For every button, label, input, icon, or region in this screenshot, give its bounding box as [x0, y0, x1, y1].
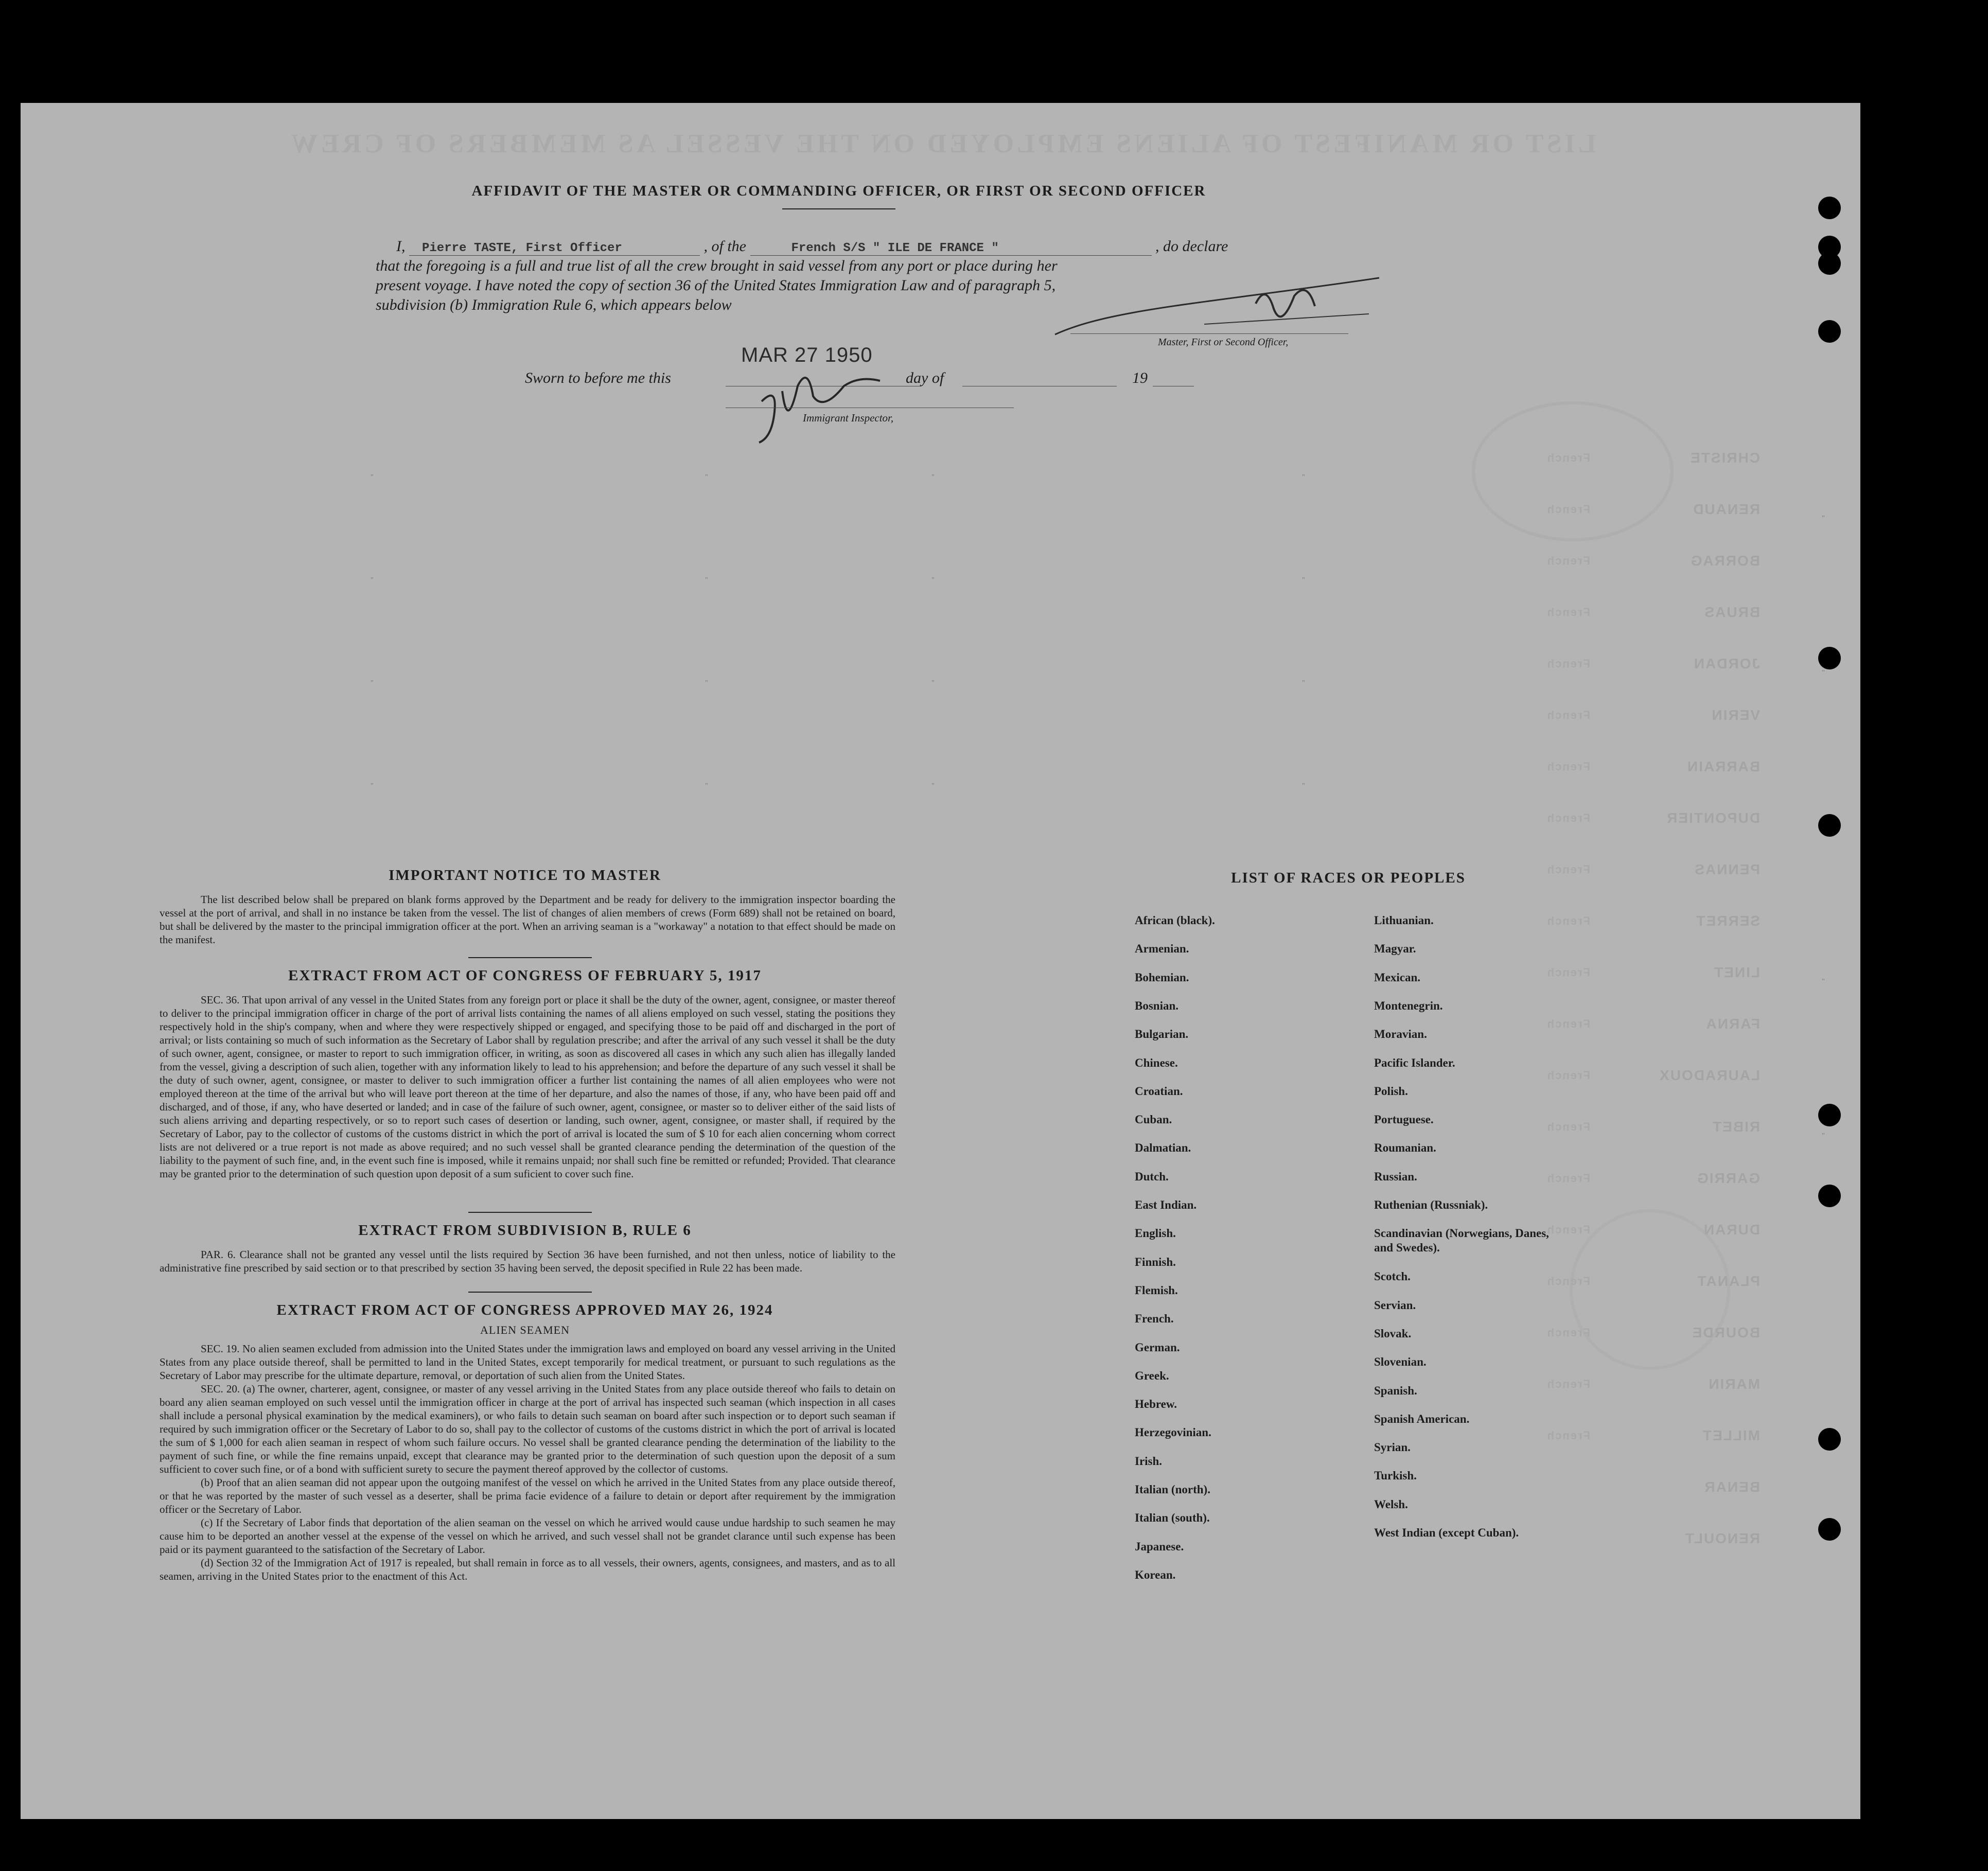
day-of-label: day of [906, 369, 944, 386]
signature-line [1070, 333, 1348, 334]
punch-hole [1818, 647, 1841, 669]
race-item: West Indian (except Cuban). [1374, 1526, 1519, 1539]
race-item: Scotch. [1374, 1270, 1411, 1283]
race-item: Bohemian. [1135, 970, 1189, 984]
race-item: Scandinavian (Norwegians, Danes, and Swedes). [1374, 1227, 1549, 1255]
race-item: Greek. [1135, 1369, 1169, 1382]
race-item: Moravian. [1374, 1028, 1427, 1041]
race-item: French. [1135, 1312, 1174, 1326]
extract-1924-body [160, 1342, 895, 1583]
bleed-through-seal [1472, 401, 1674, 541]
race-item: Bosnian. [1135, 999, 1179, 1012]
race-item: Servian. [1374, 1298, 1416, 1312]
race-item: Turkish. [1374, 1469, 1417, 1482]
race-item: Polish. [1374, 1084, 1408, 1098]
alien-seamen-subtitle: ALIEN SEAMEN [480, 1323, 570, 1336]
affidavit-line-4: subdivision (b) Immigration Rule 6, which appears below [376, 296, 732, 313]
race-item: German. [1135, 1340, 1180, 1354]
bleed-through-crew-names: CHRISTE RENAUD BORRAG BRUAS JORDAN VERIN BARRAIN DUPONTIER PENNAS SERRET LINET FARNA LAURADOUX RIBET GARRIG DURAN PLANAT BOURDE MARIN MILLET BENAR RENOULT [1659, 450, 1760, 1546]
punch-hole [1818, 1185, 1841, 1207]
notice-rule [468, 957, 592, 958]
rule-6-text: PAR. 6. Clearance shall not be granted any vessel until the lists required by Section 36 have been furnished, and not then unless, notice of liability to the administrative fine prescribed by said section or to that prescribed by section 35 having been served, the deposit specified in Rule 22 has been made. [160, 1248, 895, 1274]
extract-1917-text: SEC. 36. That upon arrival of any vessel in the United States from any foreign port or place it shall be the duty of the owner, agent, consignee, or master thereof to deliver to the principal immigration officer in charge of the port of arrival lists containing the names of all aliens employed on such vessel, stating the positions they respectively hold in the ship's company, when and where they were respectively shipped or engaged, and specifying those to be paid off and discharged in the port of arrival; or lists containing so much of such information as the Secretary of Labor shall by regulation prescribe; and after the arrival of any such vessel it shall be the duty of such owner, agent, consignee, or master to report to such immigration officer, in writing, as soon as discovered all cases in which any such alien has illegally landed from the vessel, giving a description of such alien, together with any information likely to lead to his apprehension; and before the departure of any such vessel it shall be the duty of such owner, agent, consignee, or master to deliver to such immigration officer a further list containing the names of all alien employees who were not employed thereon at the time of the arrival but who will leave port thereon at the time of her departure, and also the names of those, if any, who have been paid off and discharged, and of those, if any, who have deserted or landed; and in case of the failure of such owner, agent, consignee, or master so to deliver either of the said lists of such aliens arriving and departing respectively, or so to report such cases of desertion or landing, such owner, agent, consignee, or master shall, if required by the Secretary of Labor, pay to the collector of customs of the customs district in which the port of arrival is located the sum of $ 10 for each alien concerning whom correct lists are not delivered or a true report is not made as above required; and no such vessel shall be granted clearance pending the determination of the question of the liability to the payment of such fine, and, in the event such fine is imposed, while it remains unpaid; nor shall such fine be remitted or refunded; Provided. That clearance may be granted prior to the determination of such question upon deposit of a sum suficient to cover such fine. [160, 994, 895, 1180]
race-item: Flemish. [1135, 1283, 1178, 1297]
inspector-signature [751, 370, 916, 448]
race-item: English. [1135, 1227, 1176, 1240]
race-item: Lithuanian. [1374, 914, 1434, 927]
punch-hole [1818, 252, 1841, 275]
race-item: Italian (north). [1135, 1483, 1210, 1496]
rule-6-rule [468, 1292, 592, 1293]
race-item: Korean. [1135, 1568, 1176, 1581]
signature-caption: Master, First or Second Officer, [1158, 337, 1289, 348]
affidavit-line-1 [376, 238, 1353, 256]
affidavit-of-the: , of the [703, 238, 746, 255]
race-item: Croatian. [1135, 1084, 1183, 1098]
race-item: Ruthenian (Russniak). [1374, 1198, 1488, 1211]
race-item: Bulgarian. [1135, 1028, 1189, 1041]
affidavit-declare: , do declare [1155, 238, 1228, 255]
bleed-through-nationality: French French French French French French French French French French French French French French French French French French French French [1546, 451, 1590, 1442]
race-item: Montenegrin. [1374, 999, 1443, 1012]
race-item: Mexican. [1374, 970, 1421, 984]
race-item: Armenian. [1135, 942, 1189, 956]
race-item: Herzegovinian. [1135, 1426, 1211, 1439]
notice-text: The list described below shall be prepared on blank forms approved by the Department and be ready for delivery to the immigration inspector boarding the vessel at the port of arrival, and shall in no instance be taken from the vessel. The list of changes of alien members of crews (Form 689) shall not be retained on board, but shall be delivered by the master to the principal immigration officer at the port. When an arriving seaman is a "workaway" a notation to that effect should be made on the manifest. [160, 893, 895, 946]
officer-signature [1050, 273, 1400, 340]
race-item: Italian (south). [1135, 1511, 1210, 1525]
race-item: Dutch. [1135, 1170, 1169, 1183]
punch-hole [1818, 814, 1841, 837]
affidavit-intro: I, [396, 238, 406, 255]
race-item: Chinese. [1135, 1056, 1178, 1069]
extract-1924-title: EXTRACT FROM ACT OF CONGRESS APPROVED MAY 26, 1924 [276, 1302, 773, 1318]
inspector-caption: Immigrant Inspector, [803, 412, 894, 424]
race-item: East Indian. [1135, 1198, 1197, 1211]
punch-hole [1818, 1428, 1841, 1451]
sec-20a-text: SEC. 20. (a) The owner, charterer, agent, consignee, or master of any vessel arriving in the United States from any place outside thereof who fails to detain on board any alien seaman employed on such vessel until the immigration officer in charge at the port of arrival has inspected such seaman (which inspection in all cases shall include a personal physical examination by the medical examiners), or who fails to detain such seaman on board after such inspection or to deport such seaman if required by such immigration officer or the Secretary of Labor to do so, shall pay to the collector of customs of the customs district in which the port of arrival is located the sum of $ 1,000 for each alien seaman in respect of whom such failure occurs. No vessel shall be granted clearance pending the determination of the liability to the payment of such fine, or while the fine remains unpaid, except that clearance may be granted prior to the determination of such question upon the deposit of a sum sufficient to cover such fine, or of a bond with sufficient surety to secure the payment thereof approved by the collector of customs. [160, 1383, 895, 1475]
race-item: Cuban. [1135, 1113, 1172, 1126]
affidavit-line-3: present voyage. I have noted the copy of section 36 of the United States Immigration Law and of paragraph 5, [376, 277, 1056, 294]
race-item: Welsh. [1374, 1497, 1408, 1511]
extract-1917-rule [468, 1212, 592, 1213]
rule-6-title: EXTRACT FROM SUBDIVISION B, RULE 6 [358, 1222, 692, 1239]
race-item: Japanese. [1135, 1540, 1184, 1553]
race-item: Slovak. [1374, 1327, 1412, 1340]
race-item: Slovenian. [1374, 1355, 1427, 1369]
affidavit-line-2: that the foregoing is a full and true list of all the crew brought in said vessel from any port or place during her [376, 257, 1058, 274]
races-title: LIST OF RACES OR PEOPLES [1231, 870, 1466, 886]
race-item: Finnish. [1135, 1255, 1176, 1268]
sworn-prefix: Sworn to before me this [525, 369, 671, 386]
vessel-field: French S/S " ILE DE FRANCE " [750, 241, 1152, 256]
bleed-through-heading: LIST OR MANIFEST OF ALIENS EMPLOYED ON THE VESSEL AS MEMBERS OF CREW [288, 129, 1596, 158]
punch-hole [1818, 320, 1841, 343]
race-item: Syrian. [1374, 1441, 1411, 1454]
race-item: Hebrew. [1135, 1398, 1177, 1411]
race-item: Spanish American. [1374, 1412, 1470, 1425]
bleed-through-seal-2 [1570, 1209, 1730, 1370]
date-stamp: MAR 27 1950 [741, 344, 873, 366]
year-prefix: 19 [1132, 369, 1148, 386]
sec-20d-text: (d) Section 32 of the Immigration Act of 1917 is repealed, but shall remain in force as to all vessels, their owners, agents, consignees, and masters, and as to all seamen, arriving in the United States prior to the enactment of this Act. [160, 1557, 895, 1582]
affidavit-title-rule [782, 208, 895, 209]
notice-title: IMPORTANT NOTICE TO MASTER [389, 867, 661, 884]
sec-19-text: SEC. 19. No alien seamen excluded from admission into the United States under the immigration laws and employed on board any vessel arriving in the United States from any place outside thereof, shall be permitted to land in the United States, except temporarily for medical treatment, or pursuant to such regulations as the Secretary of Labor may prescribe for the ultimate departure, removal, or deportation of such alien from the United States. [160, 1343, 895, 1382]
extract-1917-title: EXTRACT FROM ACT OF CONGRESS OF FEBRUARY 5, 1917 [288, 967, 762, 984]
race-item: Irish. [1135, 1454, 1163, 1468]
race-item: Portuguese. [1374, 1113, 1434, 1126]
race-item: Spanish. [1374, 1384, 1417, 1397]
punch-hole [1818, 1518, 1841, 1541]
race-item: Magyar. [1374, 942, 1416, 956]
manifest-page: LIST OR MANIFEST OF ALIENS EMPLOYED ON THE VESSEL AS MEMBERS OF CREW CHRISTE RENAUD BORRAG BRUAS JORDAN VERIN BARRAIN DUPONTIER PENNAS SERRET LINET FARNA LAURADOUX RIBET GARRIG DURAN PLANAT BOURDE MARIN MILLET BENAR RENOULT French French French French French French French French French French French French French French French French French French French French " " " " " " " " " " " " " " " " " " " " AFFIDAVIT OF THE MASTER OR COMMANDING OFFICER, OR FIRST OR SECOND OFFICER I, Pierre TASTE, First Officer , of the French S/S " ILE DE FRANCE " , do declare that the foregoing is a full and true list of all the crew brought in said vessel from any port or place during her present voyage. I have noted the copy of section 36 of the United States Immigration Law and of paragraph 5, subdivision (b) Immigration Rule 6, which appears below Master, First or Second Officer, Sworn to before me this MAR 27 1950 day of 19 Immigrant Inspector, IMPORTANT NOTICE TO MASTER The list described below shall be prepared on blank forms approved by the Department and be ready for delivery to the immigration inspector boarding the vessel at the port of arrival, and shall in no instance be taken from the vessel. The list of changes of alien members of crews (Form 689) shall not be retained on board, but shall be delivered by the master to the principal immigration officer at the port. When an arriving seaman is a "workaway" a notation to that effect should be made on the manifest. EXTRACT FROM ACT OF CONGRESS OF FEBRUARY 5, 1917 SEC. 36. That upon arrival of any vessel in the United States from any foreign port or place it shall be the duty of the owner, agent, consignee, or master thereof to deliver to the principal immigration officer in charge of the port of arrival lists containing the names of all aliens employed on such vessel, stating the positions they respectively hold in the ship's company, when and where they were respectively shipped or engaged, and specifying those to be paid off and discharged in the port of arrival; or lists containing so much of such information as the Secretary of Labor shall by regulation prescribe; and after the arrival of any such vessel it shall be the duty of such owner, agent, consignee, or master to report to such immigration officer, in writing, as soon as discovered all cases in which any such alien has illegally landed from the vessel, giving a description of such alien, together with any information likely to lead to his apprehension; and before the departure of any such vessel it shall be the duty of such owner, agent, consignee, or master to deliver to such immigration officer a further list containing the names of all alien employees who were not employed thereon at the time of the arrival but who will leave port thereon at the time of her departure, and also the names of those, if any, who have been paid off and discharged, and of those, if any, who have deserted or landed; and in case of the failure of such owner, agent, consignee, or master so to deliver either of the said lists of such aliens arriving and departing respectively, or so to report such cases of desertion or landing, such owner, agent, consignee, or master shall, if required by the Secretary of Labor, pay to the collector of customs of the customs district in which the port of arrival is located the sum of $ 10 for each alien concerning whom correct lists are not delivered or a true report is not made as above required; and no such vessel shall be granted clearance pending the determination of the question of the liability to the payment of such fine, and, in the event such fine is imposed, while it remains unpaid; nor shall such fine be remitted or refunded; Provided. That clearance may be granted prior to the determination of such question upon deposit of a sum suficient to cover such fine. EXTRACT FROM SUBDIVISION B, RULE 6 PAR. 6. Clearance shall not be granted any vessel until the lists required by Section 36 have been furnished, and not then unless, notice of liability to the administrative fine prescribed by said section or to that prescribed by section 35 having been served, the deposit specified in Rule 22 has been made. EXTRACT FROM ACT OF CONGRESS APPROVED MAY 26, 1924 ALIEN SEAMEN SEC. 19. No alien seamen excluded from admission into the United States under the immigration laws and employed on board any vessel arriving in the United States from any place outside thereof, shall be permitted to land in the United States, except temporarily for medical treatment, or pursuant to such regulations as the Secretary of Labor may prescribe for the ultimate departure, removal, or deportation of such alien from the United States. SEC. 20. (a) The owner, charterer, agent, consignee, or master of any vessel arriving in the United States from any place outside thereof who fails to detain on board any alien seaman employed on such vessel until the immigration officer in charge at the port of arrival has inspected such seaman (which inspection in all cases shall include a personal physical examination by the medical examiners), or who fails to detain such seaman on board after such inspection or to deport such seaman if required by such immigration officer or the Secretary of Labor to do so, shall pay to the collector of customs of the customs district in which the port of arrival is located the sum of $ 1,000 for each alien seaman in respect of whom such failure occurs. No vessel shall be granted clearance pending the determination of the liability to the payment of such fine, or while the fine remains unpaid, except that clearance may be granted prior to the determination of such question upon the deposit of a sum sufficient to cover such fine, or of a bond with sufficient surety to secure the payment thereof approved by the collector of customs. (b) Proof that an alien seaman did not appear upon the outgoing manifest of the vessel on which he arrived in the United States from any place outside thereof, or that he was reported by the master of such vessel as a deserter, shall be prima facie evidence of a failure to detain or deport after requirement by the immigration officer or the Secretary of Labor. (c) If the Secretary of Labor finds that deportation of the alien seaman on the vessel on which he arrived would cause undue hardship to such seamen he may cause him to be deported an another vessel at the expense of the vessel on which he arrived, and such vessel shall not be grandet clarance until such expense has been paid or its payment guaranteed to the satisfaction of the Secretary of Labor. (d) Section 32 of the Immigration Act of 1917 is repealed, but shall remain in force as to all vessels, their owners, agents, consignees, and masters, and as to all seamen, arriving in the United States prior to the enactment of this Act. LIST OF RACES OR PEOPLES African (black). Armenian. Bohemian. Bosnian. Bulgarian. Chinese. Croatian. Cuban. Dalmatian. Dutch. East Indian. English. Finnish. Flemish. French. German. Greek. Hebrew. Herzegovinian. Irish. Italian (north). Italian (south). Japanese. Korean. Lithuanian. Magyar. Mexican. Montenegrin. Moravian. Pacific Islander. Polish. Portuguese. Roumanian. Russian. Ruthenian (Russniak). Scandinavian (Norwegians, Danes, and Swedes). Scotch. Servian. Slovak. Slovenian. Spanish. Spanish American. Syrian. Turkish. Welsh. West Indian (except Cuban). [21, 103, 1860, 1819]
sec-20b-text: (b) Proof that an alien seaman did not appear upon the outgoing manifest of the vessel on which he arrived in the United States from any place outside thereof, or that he was reported by the master of such vessel as a deserter, shall be prima facie evidence of a failure to detain or deport after requirement by the immigration officer or the Secretary of Labor. [160, 1476, 895, 1515]
officer-name-field: Pierre TASTE, First Officer [409, 241, 700, 256]
sec-20c-text: (c) If the Secretary of Labor finds that deportation of the alien seaman on the vessel on which he arrived would cause undue hardship to such seamen he may cause him to be deported an another vessel at the expense of the vessel on which he arrived, and such vessel shall not be grandet clarance until such expense has been paid or its payment guaranteed to the satisfaction of the Secretary of Labor. [160, 1516, 895, 1556]
punch-hole [1818, 1104, 1841, 1126]
race-item: Dalmatian. [1135, 1141, 1191, 1155]
race-item: Roumanian. [1374, 1141, 1436, 1155]
affidavit-title: AFFIDAVIT OF THE MASTER OR COMMANDING OFFICER, OR FIRST OR SECOND OFFICER [471, 183, 1206, 199]
race-item: African (black). [1135, 914, 1215, 927]
race-item: Pacific Islander. [1374, 1056, 1455, 1069]
punch-hole [1818, 197, 1841, 219]
race-item: Russian. [1374, 1170, 1417, 1183]
